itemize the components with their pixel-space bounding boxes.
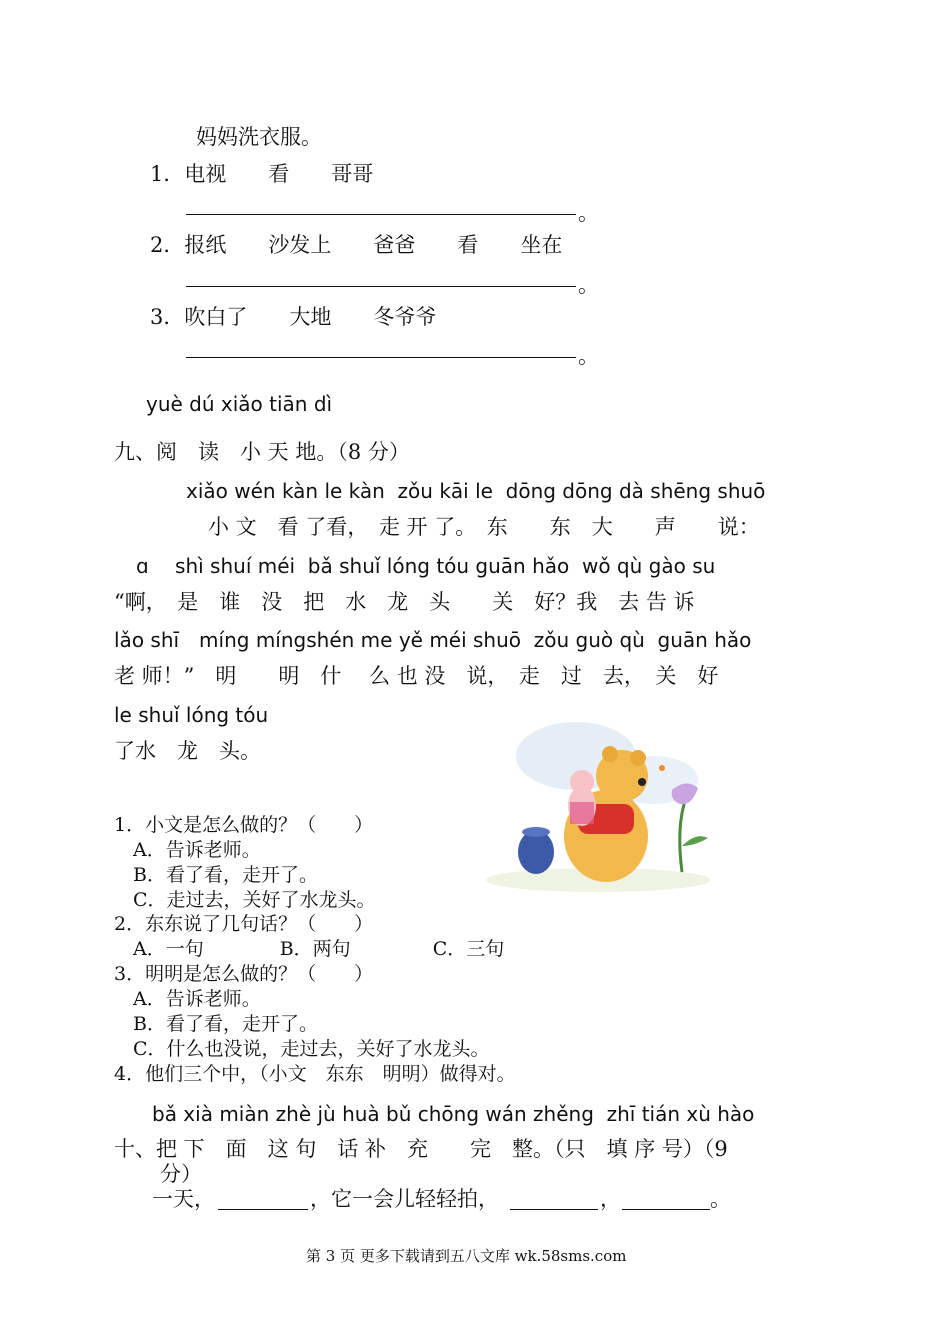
- question-1-option-c: C．走过去，关好了水龙头。: [114, 889, 376, 911]
- answer-end-3: 。: [578, 344, 599, 368]
- passage-pinyin-1: xiǎo wén kàn le kàn zǒu kāi le dōng dōng dà shēng shuō: [186, 479, 766, 503]
- page-footer: 第 3 页 更多下载请到五八文库 wk.58sms.com: [306, 1247, 627, 1265]
- answer-blank-3[interactable]: [186, 357, 576, 358]
- passage-line-1: 小 文 看 了看， 走 开 了。 东 东 大 声 说：: [208, 515, 760, 539]
- fill-sentence-part-3: ，: [600, 1187, 621, 1211]
- passage-line-4: 了水 龙 头。: [114, 739, 261, 763]
- answer-end-1: 。: [578, 201, 599, 225]
- answer-blank-2[interactable]: [186, 286, 576, 287]
- passage-line-2: “啊， 是 谁 没 把 水 龙 头 关 好？我 去 告 诉: [114, 590, 695, 614]
- question-2-options: A．一句 B．两句 C．三句: [114, 938, 505, 960]
- fill-sentence-part-1: 一天，: [152, 1187, 215, 1211]
- question-1-option-b: B．看了看，走开了。: [114, 864, 318, 886]
- question-1-option-a: A．告诉老师。: [114, 839, 261, 861]
- passage-line-3: 老 师！” 明 明 什 么 也 没 说， 走 过 去， 关 好: [114, 664, 719, 688]
- example-sentence: 妈妈洗衣服。: [196, 125, 322, 149]
- passage-pinyin-4: le shuǐ lóng tóu: [114, 703, 269, 727]
- section10-title: 十、把 下 面 这 句 话 补 充 完 整。（只 填 序 号）（9: [114, 1137, 728, 1161]
- question-3-option-c: C．什么也没说，走过去，关好了水龙头。: [114, 1038, 490, 1060]
- fill-blank-1[interactable]: [218, 1209, 308, 1210]
- question-4: 4．他们三个中，（小文 东东 明明）做得对。: [114, 1063, 516, 1085]
- passage-pinyin-3: lǎo shī míng míngshén me yě méi shuō zǒu guò qù guān hǎo: [114, 628, 752, 652]
- question-2: 2．东东说了几句话？（ ）: [114, 913, 374, 935]
- ordering-item-2: 2．报纸 沙发上 爸爸 看 坐在: [150, 233, 563, 257]
- fill-blank-2[interactable]: [510, 1209, 598, 1210]
- section10-title-cont: 分）: [160, 1162, 202, 1186]
- answer-end-2: 。: [578, 273, 599, 297]
- fill-sentence-part-4: 。: [710, 1187, 731, 1211]
- section9-title: 九、阅 读 小 天 地。（8 分）: [114, 440, 410, 464]
- answer-blank-1[interactable]: [186, 214, 576, 215]
- fill-sentence-part-2: ，它一会儿轻轻拍，: [310, 1187, 499, 1211]
- question-3-option-b: B．看了看，走开了。: [114, 1013, 318, 1035]
- section10-title-pinyin: bǎ xià miàn zhè jù huà bǔ chōng wán zhěng zhī tián xù hào: [152, 1102, 755, 1126]
- section9-title-pinyin: yuè dú xiǎo tiān dì: [146, 392, 333, 416]
- ordering-item-3: 3．吹白了 大地 冬爷爷: [150, 305, 437, 329]
- question-3-option-a: A．告诉老师。: [114, 988, 261, 1010]
- bear-and-piglet-illustration: [486, 706, 722, 894]
- ordering-item-1: 1．电视 看 哥哥: [150, 162, 374, 186]
- question-3: 3．明明是怎么做的？（ ）: [114, 963, 374, 985]
- passage-pinyin-2: ɑ shì shuí méi bǎ shuǐ lóng tóu guān hǎo wǒ qù gào su: [136, 554, 716, 578]
- question-1: 1．小文是怎么做的？（ ）: [114, 814, 374, 836]
- fill-blank-3[interactable]: [622, 1209, 710, 1210]
